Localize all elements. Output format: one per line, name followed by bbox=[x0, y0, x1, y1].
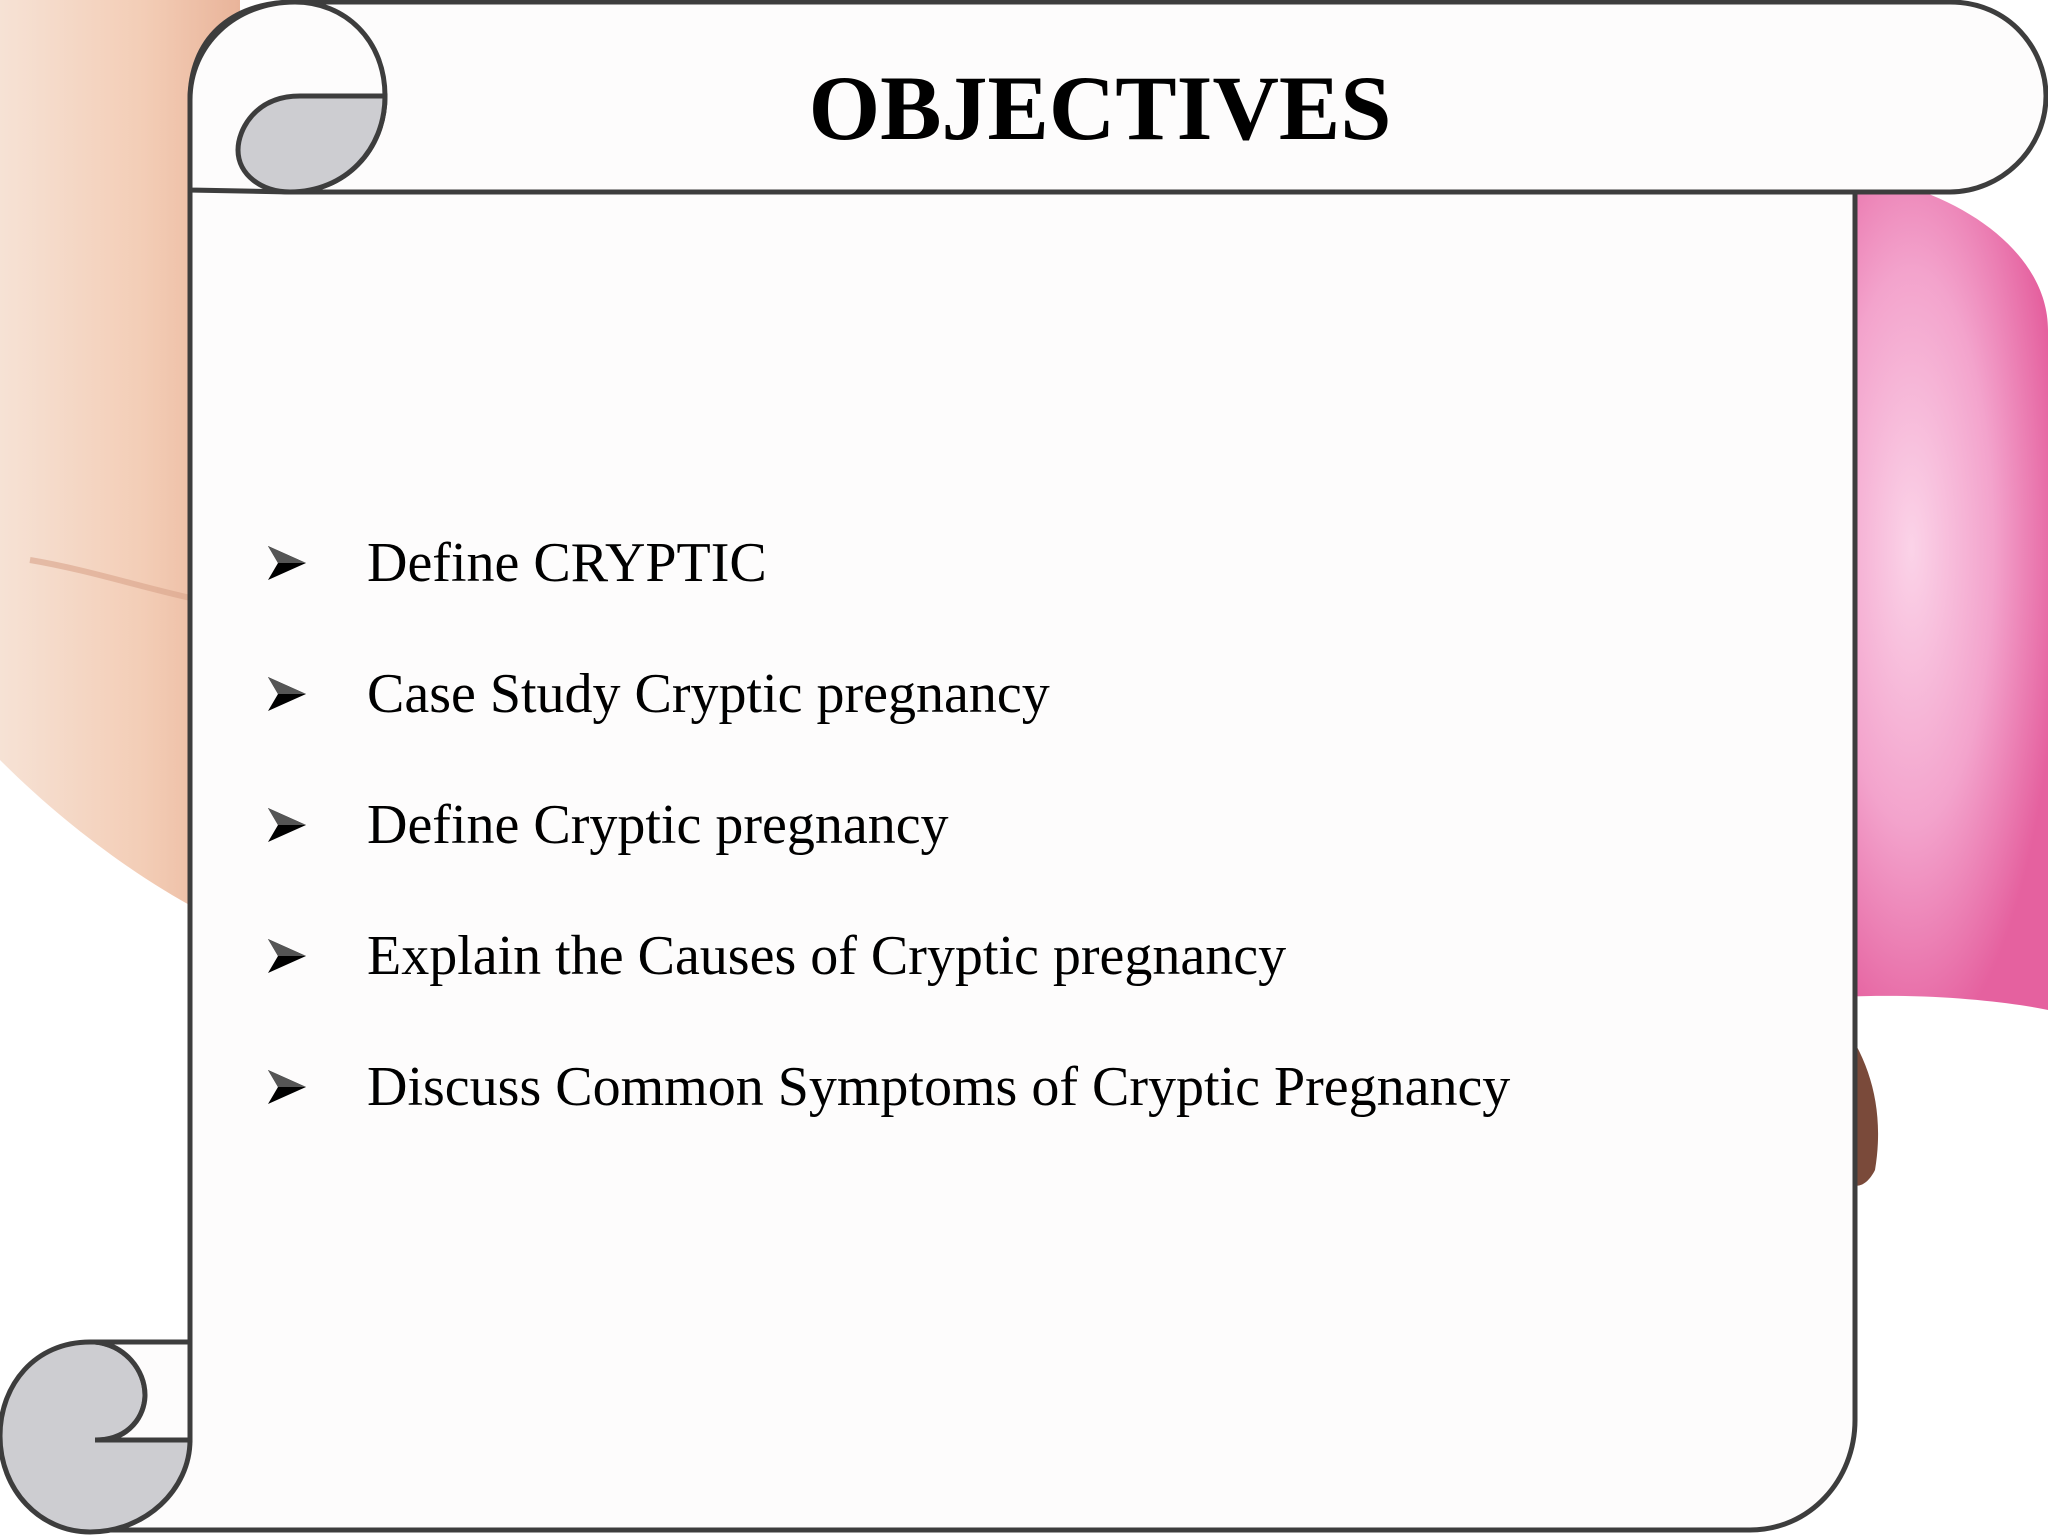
objectives-list bbox=[260, 520, 1820, 1175]
arrowhead-bullet-icon bbox=[260, 520, 367, 606]
list-item bbox=[260, 520, 1820, 651]
list-item bbox=[260, 1044, 1820, 1175]
arrowhead-bullet-icon bbox=[260, 782, 367, 868]
objective-text: Define CRYPTIC bbox=[367, 532, 767, 594]
list-item bbox=[260, 651, 1820, 782]
slide-title: OBJECTIVES bbox=[808, 57, 1392, 159]
objective-text: Explain the Causes of Cryptic pregnancy bbox=[367, 925, 1287, 987]
objective-text: Define Cryptic pregnancy bbox=[367, 794, 949, 856]
list-item bbox=[260, 782, 1820, 913]
arrowhead-bullet-icon bbox=[260, 913, 367, 999]
objective-text: Discuss Common Symptoms of Cryptic Pregnancy bbox=[367, 1056, 1511, 1118]
list-item bbox=[260, 913, 1820, 1044]
arrowhead-bullet-icon bbox=[260, 651, 367, 737]
objective-text: Case Study Cryptic pregnancy bbox=[367, 663, 1050, 725]
arrowhead-bullet-icon bbox=[260, 1044, 367, 1130]
